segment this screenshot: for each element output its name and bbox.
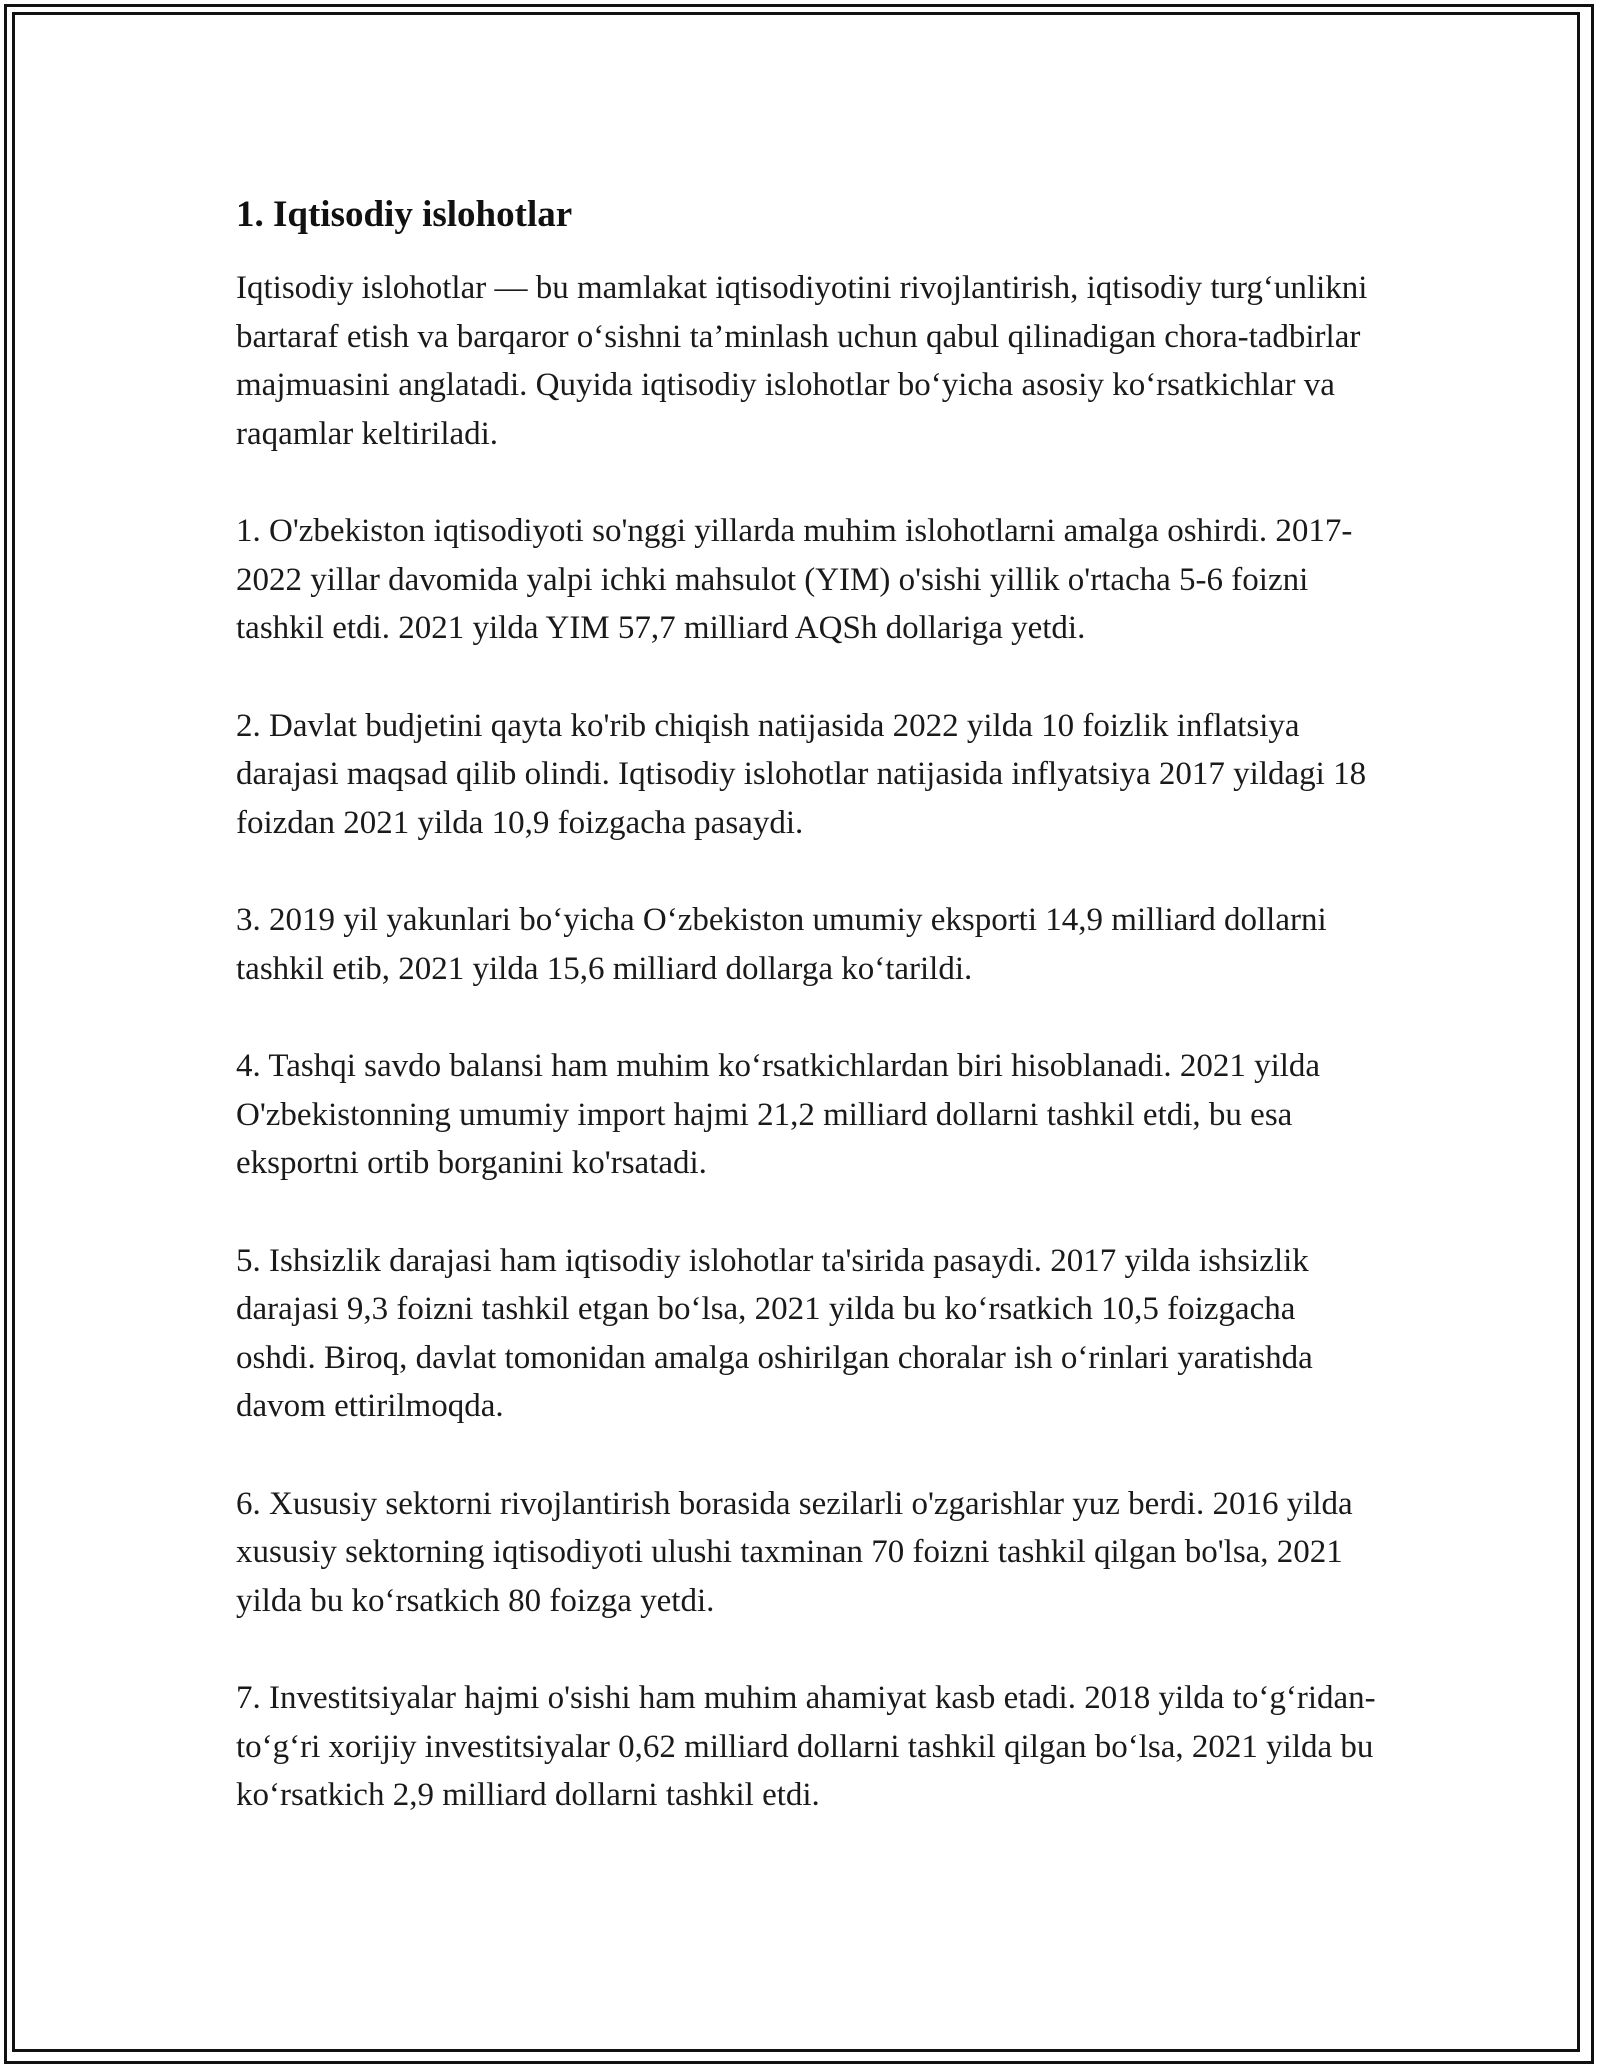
paragraph-gdp: 1. O'zbekiston iqtisodiyoti so'nggi yillarda muhim islohotlarni amalga oshirdi. 2017-2022 yillar davomida yalpi ichki mahsulot (YIM) o'sishi yillik o'rtacha 5-6 foizni tashkil etdi. 2021 yilda YIM 57,7 milliard AQSh dollariga yetdi. bbox=[236, 513, 1353, 646]
section-heading: 1. Iqtisodiy islohotlar bbox=[236, 194, 573, 235]
document-body bbox=[236, 190, 1376, 1869]
paragraph-investments: 7. Investitsiyalar hajmi o'sishi ham muhim ahamiyat kasb etadi. 2018 yilda to‘g‘ridan-to‘g‘ri xorijiy investitsiyalar 0,62 milliard dollarni tashkil qilgan bo‘lsa, 2021 yilda bu ko‘rsatkich 2,9 milliard dollarni tashkil etdi. bbox=[236, 1680, 1376, 1813]
paragraph-inflation: 2. Davlat budjetini qayta ko'rib chiqish natijasida 2022 yilda 10 foizlik inflatsiya darajasi maqsad qilib olindi. Iqtisodiy islohotlar natijasida inflyatsiya 2017 yildagi 18 foizdan 2021 yilda 10,9 foizgacha pasaydi. bbox=[236, 707, 1367, 841]
paragraph-trade-balance: 4. Tashqi savdo balansi ham muhim ko‘rsatkichlardan biri hisoblanadi. 2021 yilda O'zbekistonning umumiy import hajmi 21,2 milliard dollarni tashkil etdi, bu esa eksportni ortib borganini ko'rsatadi. bbox=[236, 1048, 1321, 1181]
paragraph-unemployment: 5. Ishsizlik darajasi ham iqtisodiy islohotlar ta'sirida pasaydi. 2017 yilda ishsizlik darajasi 9,3 foizni tashkil etgan bo‘lsa, 2021 yilda bu ko‘rsatkich 10,5 foizgacha oshdi. Biroq, davlat tomonidan amalga oshirilgan choralar ish o‘rinlari yaratishda davom ettirilmoqda. bbox=[236, 1242, 1313, 1424]
intro-paragraph: Iqtisodiy islohotlar — bu mamlakat iqtisodiyotini rivojlantirish, iqtisodiy turg‘unlikni bartaraf etish va barqaror o‘sishni ta’minlash uchun qabul qilinadigan chora-tadbirlar majmuasini anglatadi. Quyida iqtisodiy islohotlar bo‘yicha asosiy ko‘rsatkichlar va raqamlar keltiriladi. bbox=[236, 270, 1368, 452]
paragraph-private-sector: 6. Xususiy sektorni rivojlantirish borasida sezilarli o'zgarishlar yuz berdi. 2016 yilda xususiy sektorning iqtisodiyoti ulushi taxminan 70 foizni tashkil qilgan bo'lsa, 2021 yilda bu ko‘rsatkich 80 foizga yetdi. bbox=[236, 1485, 1353, 1619]
paragraph-exports: 3. 2019 yil yakunlari bo‘yicha O‘zbekiston umumiy eksporti 14,9 milliard dollarni tashkil etib, 2021 yilda 15,6 milliard dollarga ko‘tarildi. bbox=[236, 902, 1327, 987]
